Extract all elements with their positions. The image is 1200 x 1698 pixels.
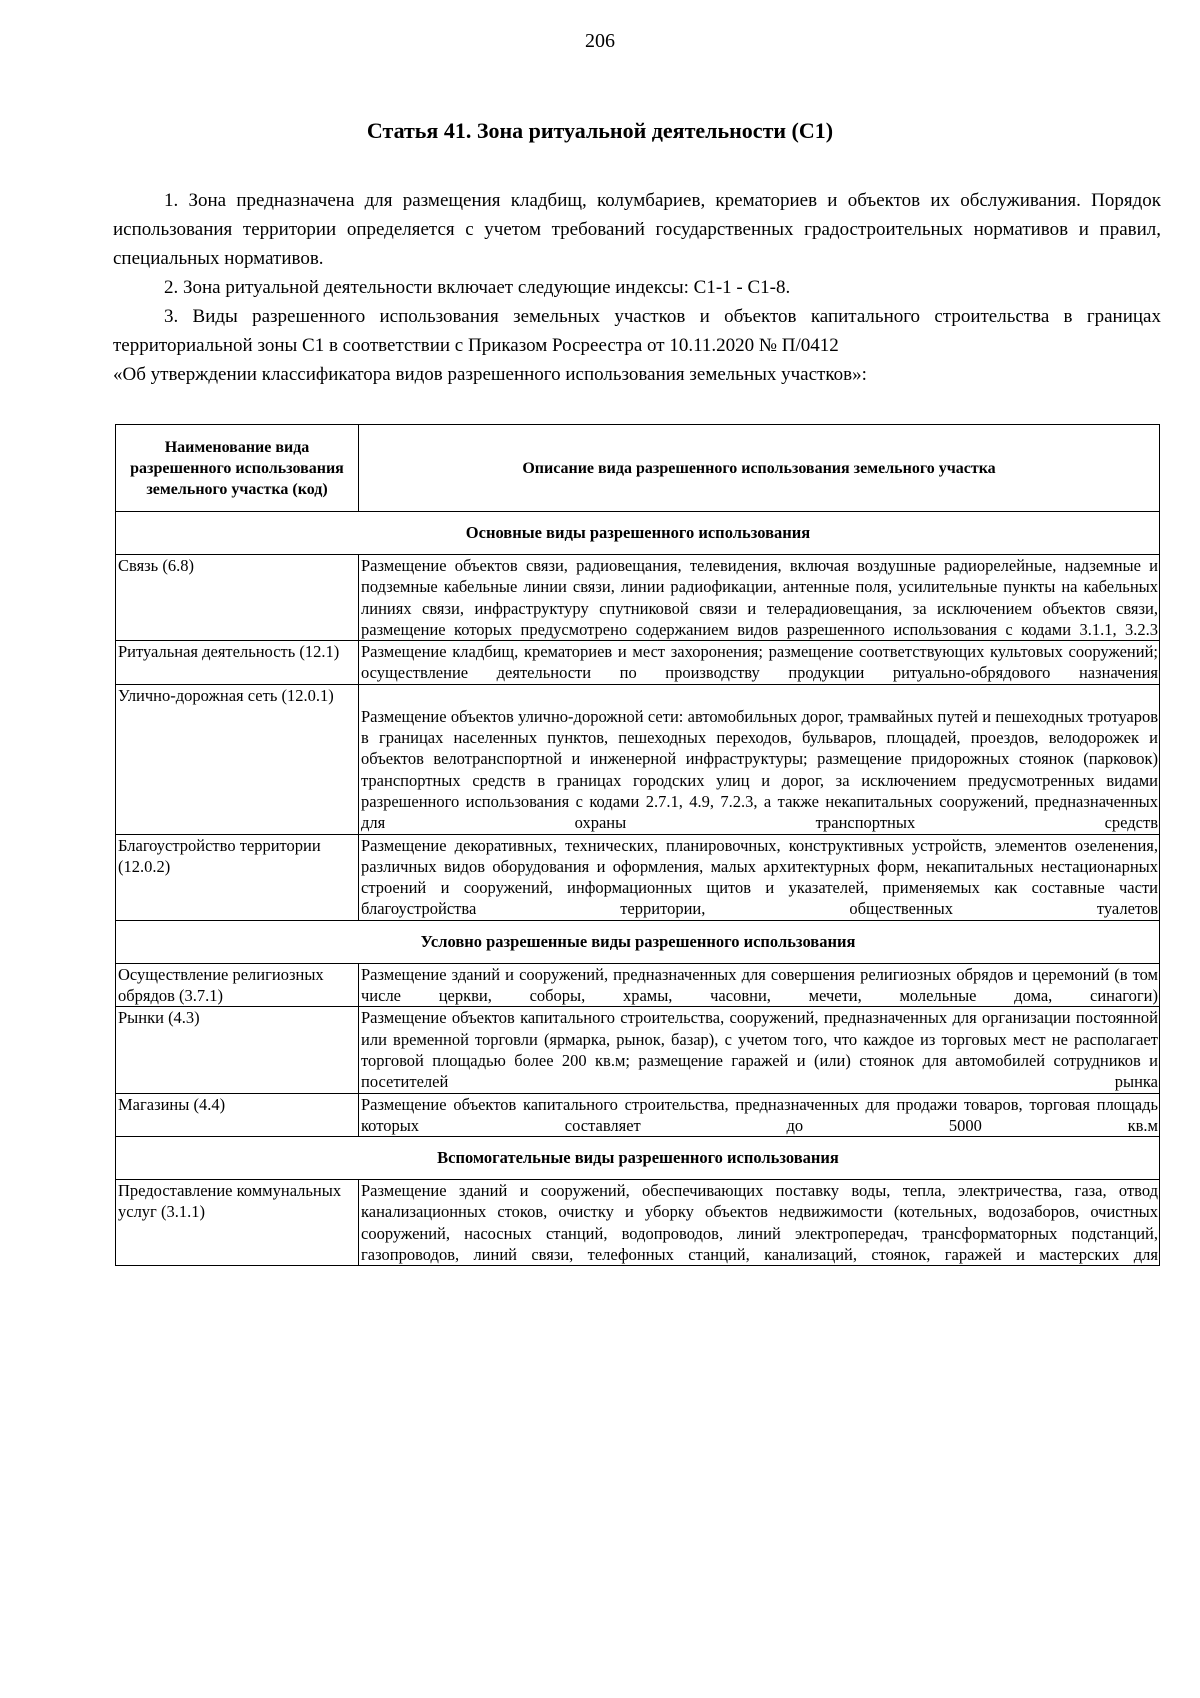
section-title-conditional: Условно разрешенные виды разрешенного использования [116, 920, 1160, 963]
use-description-cell: Размещение объектов капитального строительства, предназначенных для продажи товаров, торговая площадь которых составляет до 5000 кв.м [359, 1093, 1160, 1137]
use-name-cell: Благоустройство территории (12.0.2) [116, 834, 359, 920]
section-row-conditional [116, 920, 1160, 963]
use-name-cell: Улично-дорожная сеть (12.0.1) [116, 684, 359, 834]
section-row-main [116, 512, 1160, 555]
table-row [116, 963, 1160, 1007]
intro-paragraph-2: 2. Зона ритуальной деятельности включает следующие индексы: С1-1 - С1-8. [164, 277, 791, 298]
use-name-cell: Ритуальная деятельность (12.1) [116, 641, 359, 685]
table-row [116, 1180, 1160, 1266]
use-name-cell: Магазины (4.4) [116, 1093, 359, 1137]
use-description-cell: Размещение зданий и сооружений, предназначенных для совершения религиозных обрядов и церемоний (в том числе церкви, соборы, храмы, часовни, мечети, молельные дома, синагоги) [359, 963, 1160, 1007]
table-row [116, 555, 1160, 641]
table-row [116, 641, 1160, 685]
intro-paragraph-4: «Об утверждении классификатора видов разрешенного использования земельных участков»: [113, 364, 867, 385]
table-row [116, 1093, 1160, 1137]
use-name-cell: Рынки (4.3) [116, 1007, 359, 1093]
intro-paragraph-1: 1. Зона предназначена для размещения кладбищ, колумбариев, крематориев и объектов их обслуживания. Порядок использования территории определяется с учетом требований государственных градостроительных нормативов и правил, специальных нормативов. [113, 190, 1161, 269]
section-row-auxiliary [116, 1137, 1160, 1180]
use-description-cell: Размещение объектов капитального строительства, сооружений, предназначенных для организации постоянной или временной торговли (ярмарка, рынок, базар), с учетом того, что каждое из торговых мест не располагает торговой площадью более 200 кв.м; размещение гаражей и (или) стоянок для автомобилей сотрудников и посетителей рынка [359, 1007, 1160, 1093]
table-header-row [116, 425, 1160, 512]
use-description-cell: Размещение кладбищ, крематориев и мест захоронения; размещение соответствующих культовых сооружений; осуществление деятельности по производству продукции ритуально-обрядового назначения [359, 641, 1160, 685]
use-description-cell: Размещение декоративных, технических, планировочных, конструктивных устройств, элементов озеленения, различных видов оборудования и оформления, малых архитектурных форм, некапитальных нестационарных строений и сооружений, информационных щитов и указателей, применяемых как составные части благоустройства территории, общественных туалетов [359, 834, 1160, 920]
use-name-cell: Осуществление религиозных обрядов (3.7.1) [116, 963, 359, 1007]
use-description-cell: Размещение объектов связи, радиовещания, телевидения, включая воздушные радиорелейные, надземные и подземные кабельные линии связи, линии радиофикации, антенные поля, усилительные пункты на кабельных линиях связи, инфраструктуру спутниковой связи и телерадиовещания, за исключением объектов связи, размещение которых предусмотрено содержанием видов разрешенного использования с кодами 3.1.1, 3.2.3 [359, 555, 1160, 641]
use-name-cell: Предоставление коммунальных услуг (3.1.1) [116, 1180, 359, 1266]
use-description-cell: Размещение объектов улично-дорожной сети: автомобильных дорог, трамвайных путей и пешеходных тротуаров в границах населенных пунктов, пешеходных переходов, бульваров, площадей, проездов, велодорожек и объектов велотранспортной и инженерной инфраструктуры; размещение придорожных стоянок (парковок) транспортных средств в границах городских улиц и дорог, за исключением предусмотренных видами разрешенного использования с кодами 2.7.1, 4.9, 7.2.3, а также некапитальных сооружений, предназначенных для охраны транспортных средств [359, 684, 1160, 834]
intro-paragraph-3: 3. Виды разрешенного использования земельных участков и объектов капитального строительства в границах территориальной зоны С1 в соответствии с Приказом Росреестра от 10.11.2020 № П/0412 [113, 306, 1161, 356]
header-description-cell: Описание вида разрешенного использования земельного участка [359, 425, 1160, 512]
land-use-table [115, 424, 1160, 1266]
section-title-auxiliary: Вспомогательные виды разрешенного использования [116, 1137, 1160, 1180]
table-row [116, 1007, 1160, 1093]
article-title: Статья 41. Зона ритуальной деятельности (С1) [366, 118, 834, 143]
table-row [116, 684, 1160, 834]
header-name-cell: Наименование вида разрешенного использования земельного участка (код) [116, 425, 359, 512]
intro-text [113, 186, 1161, 389]
section-title-main: Основные виды разрешенного использования [116, 512, 1160, 555]
use-description-cell: Размещение зданий и сооружений, обеспечивающих поставку воды, тепла, электричества, газа, отвод канализационных стоков, очистку и уборку объектов недвижимости (котельных, водозаборов, очистных сооружений, насосных станций, водопроводов, линий электропередач, трансформаторных подстанций, газопроводов, линий связи, телефонных станций, канализаций, стоянок, гаражей и мастерских для [359, 1180, 1160, 1266]
use-name-cell: Связь (6.8) [116, 555, 359, 641]
page-number: 206 [585, 30, 615, 52]
table-row [116, 834, 1160, 920]
